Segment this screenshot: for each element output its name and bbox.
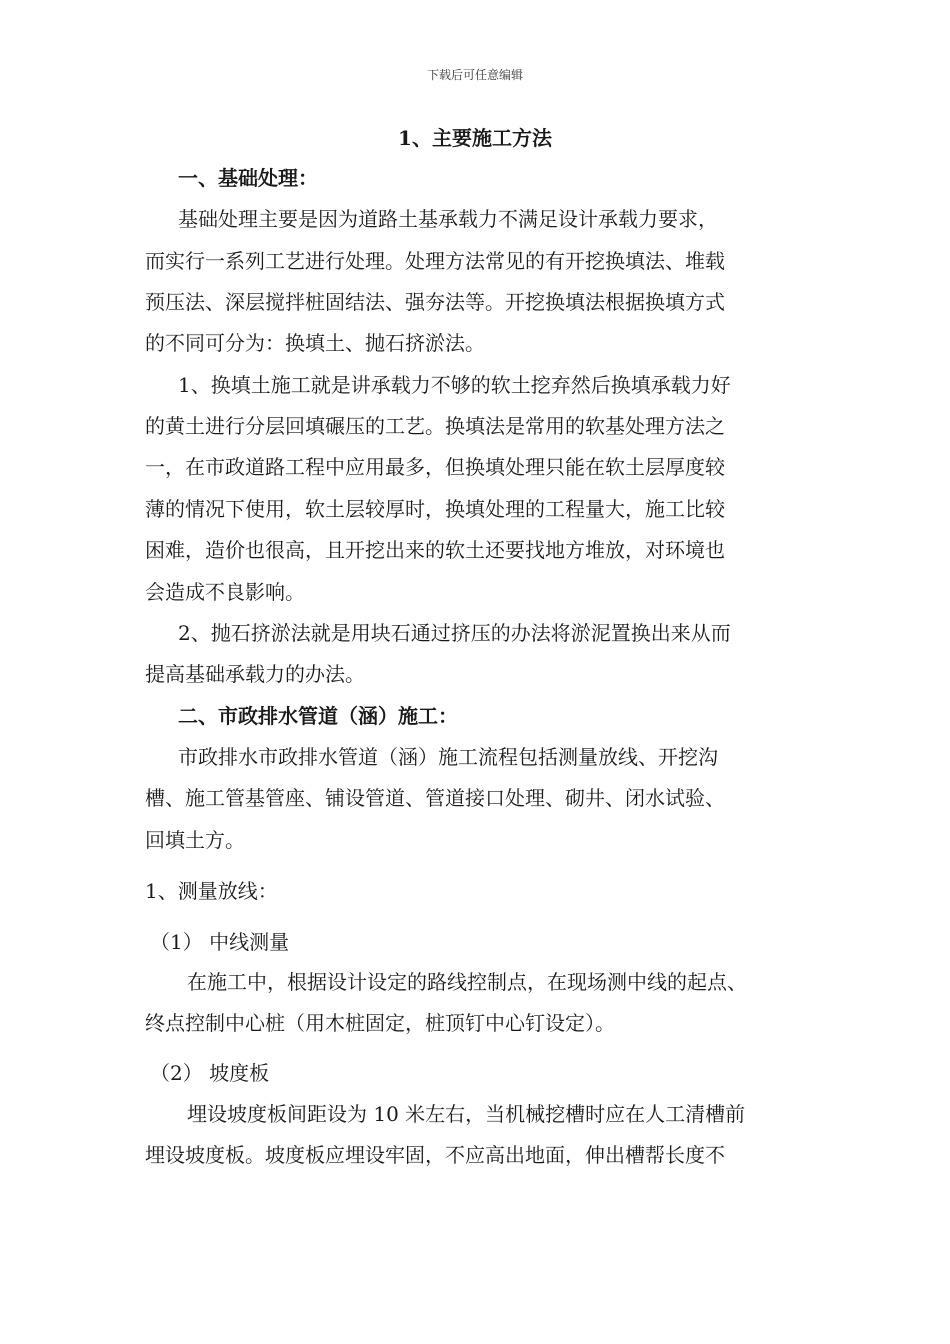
- paragraph-line: 会造成不良影响。: [145, 580, 305, 604]
- paragraph-line: 在施工中，根据设计设定的路线控制点，在现场测中线的起点、: [187, 970, 747, 994]
- paragraph-line: 薄的情况下使用，软土层较厚时，换填处理的工程量大，施工比较: [145, 497, 725, 521]
- paragraph-line: 困难，造价也很高，且开挖出来的软土还要找地方堆放，对环境也: [145, 538, 725, 562]
- paragraph-line: 回填土方。: [145, 828, 245, 852]
- paragraph-line: 市政排水市政排水管道（涵）施工流程包括测量放线、开挖沟: [178, 745, 718, 769]
- subsection-heading: 1、测量放线：: [145, 879, 278, 903]
- paragraph-line: 埋设坡度板间距设为 10 米左右，当机械挖槽时应在人工清槽前: [187, 1102, 746, 1126]
- paragraph-line: 提高基础承载力的办法。: [145, 662, 365, 686]
- paragraph-line: 预压法、深层搅拌桩固结法、强夯法等。开挖换填法根据换填方式: [145, 290, 725, 314]
- paragraph-line: 而实行一系列工艺进行处理。处理方法常见的有开挖换填法、堆载: [145, 249, 725, 273]
- paragraph-line: 终点控制中心桩（用木桩固定，桩顶钉中心钉设定）。: [145, 1011, 615, 1035]
- document-title: 1、主要施工方法: [398, 126, 552, 150]
- paragraph-line: 一，在市政道路工程中应用最多，但换填处理只能在软土层厚度较: [145, 455, 725, 479]
- paragraph-line: 的黄土进行分层回填碾压的工艺。换填法是常用的软基处理方法之: [145, 414, 725, 438]
- paragraph-line: 槽、施工管基管座、铺设管道、管道接口处理、砌井、闭水试验、: [145, 786, 725, 810]
- page-header: 下载后可任意编辑: [426, 68, 523, 82]
- paragraph-line: 埋设坡度板。坡度板应埋设牢固，不应高出地面，伸出槽帮长度不: [145, 1143, 725, 1167]
- section-heading-drainage: 二、市政排水管道（涵）施工：: [178, 704, 458, 728]
- subsection-heading: （2） 坡度板: [150, 1061, 270, 1085]
- subsection-heading: （1） 中线测量: [150, 930, 290, 954]
- paragraph-line: 的不同可分为：换填土、抛石挤淤法。: [145, 331, 485, 355]
- paragraph-line: 2、抛石挤淤法就是用块石通过挤压的办法将淤泥置换出来从而: [178, 621, 731, 645]
- paragraph-line: 基础处理主要是因为道路土基承载力不满足设计承载力要求，: [178, 207, 718, 231]
- section-heading-foundation: 一、基础处理：: [178, 166, 318, 190]
- paragraph-line: 1、换填土施工就是讲承载力不够的软土挖弃然后换填承载力好: [178, 373, 731, 397]
